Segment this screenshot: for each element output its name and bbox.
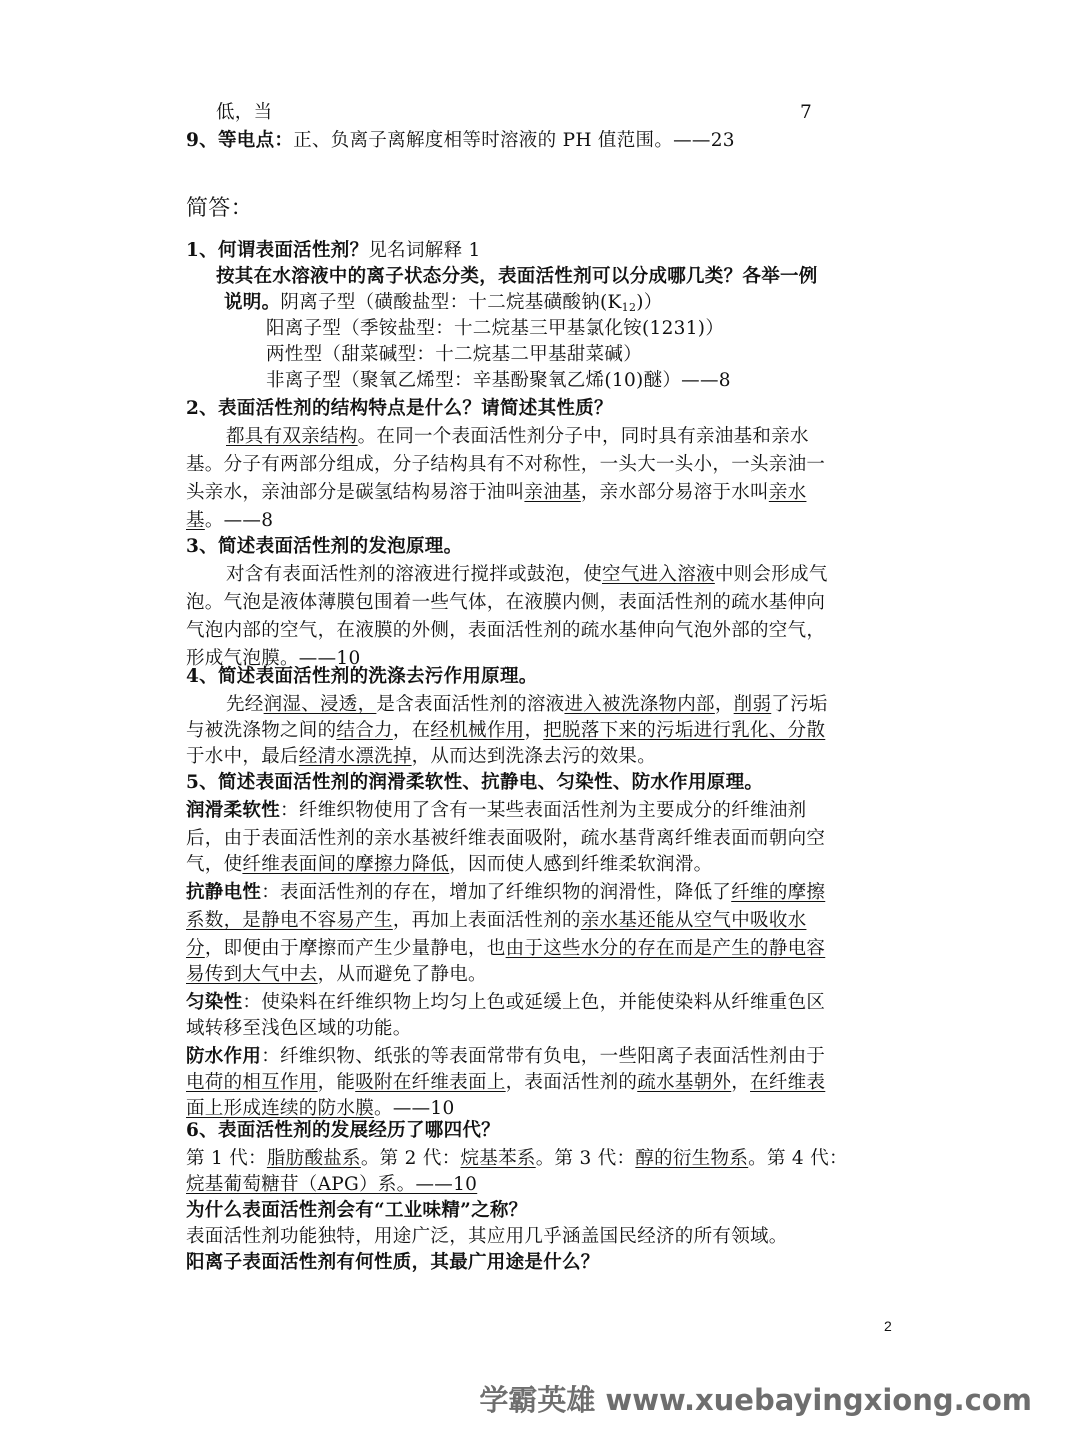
q4-key-phrase: 把脱落下来的污垢进行乳化、分散 [543,720,826,741]
q3-answer-line-1 [226,562,936,588]
q5-waterproof-label: 防水作用 [186,1046,262,1067]
q6-generation-3: 醇的衍生物系 [635,1148,749,1169]
q5-text: ：表面活性剂的存在，增加了纤维织物的润滑性，降低了 [261,882,732,903]
q7-answer: 表面活性剂功能独特，用途广泛，其应用几乎涵盖国民经济的所有领域。 [186,1226,788,1247]
q6-text: 第 1 代： [186,1148,267,1169]
q4-key-phrase: 经机械作用 [430,720,525,741]
q3-text: 中则会形成气 [714,564,828,585]
q2-text: ，亲水部分易溶于水叫 [580,482,769,503]
q6-text: 。第 4 代： [748,1148,848,1169]
q1-anion-b: )） [636,292,663,313]
q1-subquestion-1: 按其在水溶液中的离子状态分类，表面活性剂可以分成哪几类？各举一例 [216,266,818,287]
q2-text: 。在同一个表面活性剂分子中，同时具有亲油基和亲水 [357,426,809,447]
q5-key-phrase: 纤维的摩擦 [731,882,826,903]
q5-text: ，因而使人感到纤维柔软润滑。 [449,854,713,875]
q6-generation-1: 脂肪酸盐系 [266,1148,361,1169]
q5-text: ，从而避免了静电。 [317,964,487,985]
q5-text: 气，使 [186,854,243,875]
q5-text: ，再加上表面活性剂的 [392,910,581,931]
q5-text: ：纤维织物、纸张的等表面常带有负电，一些阳离子表面活性剂由于 [261,1046,826,1067]
q7-title: 为什么表面活性剂会有“工业味精”之称？ [186,1200,528,1221]
q5-text: ，表面活性剂的 [505,1072,638,1093]
q1-cation: 阳离子型（季铵盐型：十二烷基三甲基氯化铵(1231)） [266,318,725,339]
q2-hydrophilic-term-end: 基 [186,510,205,531]
q2-answer-line-1 [226,424,936,450]
q4-key-phrase: 进入被洗涤物内部 [564,694,715,715]
q6-answer-line-1 [186,1146,896,1172]
q5-waterproof-line-1 [186,1044,896,1070]
q5-title: 5、简述表面活性剂的润滑柔软性、抗静电、匀染性、防水作用原理。 [186,772,764,793]
q1-title-line [186,238,896,264]
q3-text: 对含有表面活性剂的溶液进行搅拌或鼓泡，使 [226,564,603,585]
q2-text: 。——8 [204,510,274,531]
q5-leveling-line-1 [186,990,896,1016]
q5-text: ：使染料在纤维织物上均匀上色或延缓上色，并能使染料从纤维重色区 [242,992,826,1013]
q2-title: 2、表面活性剂的结构特点是什么？请简述其性质？ [186,398,613,419]
q5-key-phrase: 电荷的相互作用 [186,1072,318,1093]
continuation-number: 7 [800,102,813,123]
section-heading: 简答： [186,196,253,221]
q5-text: ， [731,1072,751,1093]
q5-antistatic-line-4 [186,962,896,988]
q5-antistatic-label: 抗静电性 [186,882,262,903]
page-number: 2 [884,1318,892,1334]
q5-key-phrase: 在纤维表 [750,1072,826,1093]
q4-key-phrase: 结合力 [336,720,393,741]
q4-answer-line-2 [186,718,896,744]
q5-antistatic-line-2 [186,908,896,934]
q1-subquestion-2: 说明。 [224,292,281,313]
q2-hydrophilic-term: 亲水 [768,482,807,503]
q5-lubricity-label: 润滑柔软性 [186,800,281,821]
q4-text: ，从而达到洗涤去污的效果。 [411,746,657,767]
item-9 [186,128,896,154]
q4-answer-line-1 [226,692,936,718]
q1-title: 1、何谓表面活性剂？ [186,240,369,261]
q5-key-phrase: 吸附在纤维表面上 [355,1072,506,1093]
q2-lipophilic-term: 亲油基 [524,482,581,503]
q6-text: 。第 2 代： [360,1148,461,1169]
q5-antistatic-line-1 [186,880,896,906]
q1-nonionic: 非离子型（聚氧乙烯型：辛基酚聚氧乙烯(10)醚）——8 [266,370,731,391]
q4-text: 了污垢 [771,694,828,715]
q4-text: 先经 [226,694,264,715]
q8-title: 阳离子表面活性剂有何性质，其最广用途是什么？ [186,1252,600,1273]
q5-key-phrase: 纤维表面间的摩擦力降低 [242,854,450,875]
q6-generation-2: 烷基苯系 [460,1148,536,1169]
q5-key-phrase: 分 [186,938,205,959]
q5-key-phrase: 面上形成连续的防水膜 [186,1098,375,1119]
q2-key-phrase: 都具有双亲结构 [226,426,358,447]
q6-title: 6、表面活性剂的发展经历了哪四代？ [186,1120,500,1141]
q5-lubricity-line-3 [186,852,896,878]
continuation-text: 低，当 [216,102,273,123]
q5-lubricity-line-2: 后，由于表面活性剂的亲水基被纤维表面吸附，疏水基背离纤维表面而朝向空 [186,828,826,849]
q3-answer-line-4: 形成气泡膜。——10 [186,648,361,669]
q4-text: ， [524,720,544,741]
q3-answer-line-2: 泡。气泡是液体薄膜包围着一些气体，在液膜内侧，表面活性剂的疏水基伸向 [186,592,826,613]
q2-answer-line-2: 基。分子有两部分组成，分子结构具有不对称性，一头大一头小，一头亲油一 [186,454,826,475]
q5-key-phrase: 系数，是静电不容易产生 [186,910,393,931]
item-9-title: 9、等电点： [186,130,294,151]
q5-text: ，即便由于摩擦而产生少量静电，也 [204,938,506,959]
q4-text: 与被洗涤物之间的 [186,720,337,741]
q4-key-phrase: 经清水漂洗掉 [298,746,412,767]
q5-text: 。——10 [374,1098,455,1119]
site-watermark: 学霸英雄 www.xuebayingxiong.com [479,1383,1032,1417]
q3-key-phrase: 空气进入溶液 [602,564,715,585]
q2-answer-line-3 [186,480,896,506]
q2-answer-line-4 [186,508,896,534]
q4-text: ，在 [392,720,431,741]
q4-key-phrase: 削弱 [733,694,772,715]
item-9-body: 正、负离子离解度相等时溶液的 PH 值范围。——23 [293,130,735,151]
q5-key-phrase: 亲水基还能从空气中吸收水 [580,910,807,931]
q5-lubricity-line-1 [186,798,896,824]
q2-text: 头亲水，亲油部分是碳氢结构易溶于油叫 [186,482,525,503]
q6-generation-4: 烷基葡萄糖苷（APG）系。——10 [186,1174,478,1195]
q6-text: 。第 3 代： [535,1148,636,1169]
q1-anion-a: 阴离子型（磺酸盐型：十二烷基磺酸钠(K [280,292,622,313]
q5-text: ，能 [317,1072,356,1093]
q5-key-phrase: 由于这些水分的存在而是产生的静电容 [505,938,826,959]
q3-answer-line-3: 气泡内部的空气，在液膜的外侧，表面活性剂的疏水基伸向气泡外部的空气， [186,620,826,641]
q5-antistatic-line-3 [186,936,896,962]
q5-leveling-label: 匀染性 [186,992,243,1013]
q5-leveling-line-2: 域转移至浅色区域的功能。 [186,1018,412,1039]
q4-text: ， [714,694,734,715]
q4-answer-line-3 [186,744,896,770]
q1-anion-sub: 12 [621,301,637,314]
q5-text: ：纤维织物使用了含有一某些表面活性剂为主要成分的纤维油剂 [280,800,807,821]
q4-title: 4、简述表面活性剂的洗涤去污作用原理。 [186,666,538,687]
q1-ref: 见名词解释 1 [368,240,481,261]
q4-text: 是含表面活性剂的溶液 [376,694,565,715]
q5-key-phrase: 易传到大气中去 [186,964,318,985]
q6-answer-line-2 [186,1172,896,1198]
q4-text: 于水中，最后 [186,746,299,767]
q5-key-phrase: 疏水基朝外 [637,1072,732,1093]
q5-waterproof-line-2 [186,1070,896,1096]
q4-key-phrase: 润湿、浸透， [263,694,377,715]
q3-title: 3、简述表面活性剂的发泡原理。 [186,536,463,557]
q1-amphoteric: 两性型（甜菜碱型：十二烷基二甲基甜菜碱） [266,344,643,365]
